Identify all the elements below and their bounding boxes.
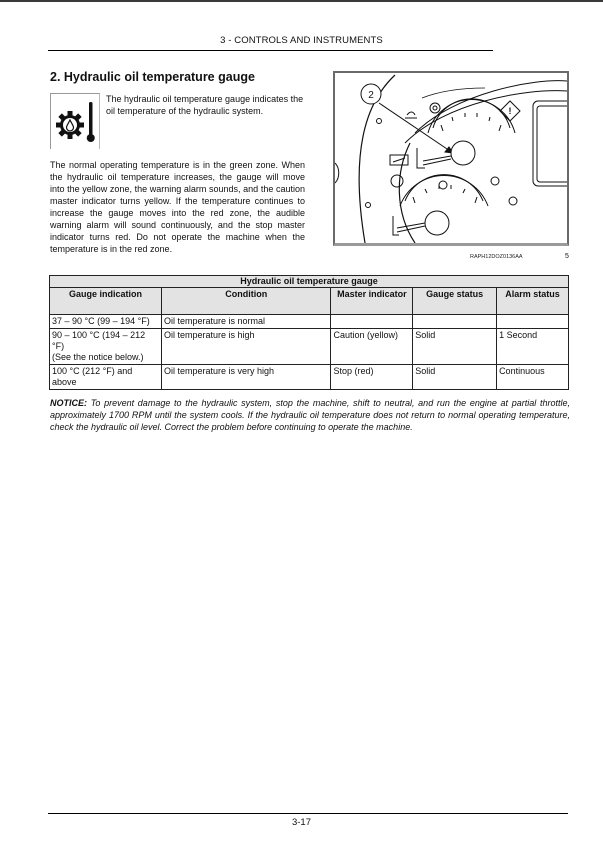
notice [50, 397, 570, 433]
notice-text: To prevent damage to the hydraulic system, stop the machine, shift to neutral, and run the engine at partial throttle, approximately 1700 RPM until the system cools. If the hydraulic oil temperature does not return to normal operating temperature, check the hydraulic oil level. Correct the problem before continuing to operate the machine. [50, 398, 570, 432]
table-cell: Stop (red) [331, 365, 413, 390]
column-header: Condition [161, 288, 331, 315]
intro-text: The hydraulic oil temperature gauge indicates the oil temperature of the hydraulic system. [106, 94, 304, 116]
hydraulic-oil-temperature-icon [50, 93, 100, 149]
notice-label: NOTICE: [50, 398, 87, 408]
table-cell: Oil temperature is high [161, 329, 331, 365]
table-cell: 1 Second [497, 329, 569, 365]
callout-number: 2 [368, 90, 374, 101]
instrument-panel-figure [333, 71, 569, 246]
table-row [50, 365, 569, 390]
table-title: Hydraulic oil temperature gauge [50, 276, 569, 288]
body-paragraph: The normal operating temperature is in the green zone. When the hydraulic oil temperature increases, the gauge will move into the yellow zone, the warning alarm sounds, and the caution master indicator turns yellow. If the temperature continues to increase the gauge moves into the red zone, the audible warning alarm will sound continuously, and the stop master indicator turns red. Do not operate the machine when the temperature is in the red zone. [50, 160, 305, 254]
svg-text:!: ! [508, 106, 512, 116]
table-row [50, 315, 569, 329]
column-header: Master indicator [331, 288, 413, 315]
table-cell: Caution (yellow) [331, 329, 413, 365]
figure-caption-code: RAPH12DOZ0136AA [470, 254, 523, 260]
table-cell [331, 315, 413, 329]
column-header: Alarm status [497, 288, 569, 315]
figure-number: 5 [565, 253, 569, 260]
column-header: Gauge status [413, 288, 497, 315]
column-header: Gauge indication [50, 288, 162, 315]
gauge-table [49, 275, 569, 390]
running-head: 3 - CONTROLS AND INSTRUMENTS [220, 35, 383, 46]
table-cell: Solid [413, 329, 497, 365]
header-divider [48, 50, 493, 51]
footer-divider [48, 813, 568, 814]
table-row [50, 329, 569, 365]
page-number: 3-17 [291, 817, 311, 828]
table-cell: Oil temperature is normal [161, 315, 331, 329]
table-cell: Continuous [497, 365, 569, 390]
table-cell: Oil temperature is very high [161, 365, 331, 390]
table-cell: 90 – 100 °C (194 – 212 °F) (See the notice below.) [50, 329, 162, 365]
table-cell [413, 315, 497, 329]
table-cell: Solid [413, 365, 497, 390]
table-cell: 100 °C (212 °F) and above [50, 365, 162, 390]
section-title: 2. Hydraulic oil temperature gauge [50, 70, 255, 84]
table-cell [497, 315, 569, 329]
table-cell: 37 – 90 °C (99 – 194 °F) [50, 315, 162, 329]
top-border [0, 0, 603, 2]
